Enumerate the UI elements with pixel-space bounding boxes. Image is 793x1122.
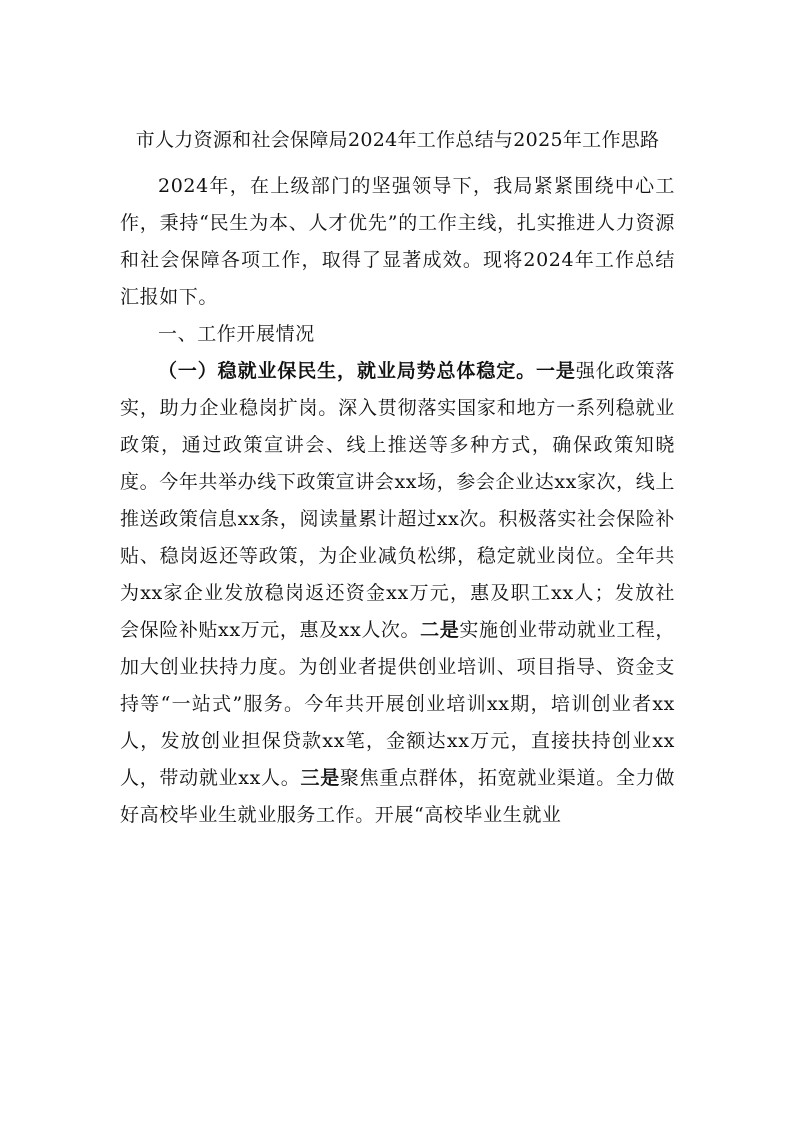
section-1-paragraph [120, 353, 675, 834]
intro-paragraph: 2024年，在上级部门的坚强领导下，我局紧紧围绕中心工作，秉持“民生为本、人才优先”的工作主线，扎实推进人力资源和社会保障各项工作，取得了显著成效。现将2024年工作总结汇报如下。 [120, 175, 675, 308]
point-2-label: 二是 [420, 619, 460, 641]
section-heading: 一、工作开展情况 [158, 323, 315, 345]
document-body [120, 118, 675, 834]
point-3-text: 聚焦重点群体，拓宽就业渠道。全力做好高校毕业生就业服务工作。开展“高校毕业生就业 [120, 767, 675, 826]
point-1-label: 一是 [536, 360, 576, 382]
point-1-text: 强化政策落实，助力企业稳岗扩岗。深入贯彻落实国家和地方一系列稳就业政策，通过政策宣讲会、线上推送等多种方式，确保政策知晓度。今年共举办线下政策宣讲会xx场，参会企业达xx家次，线上推送政策信息xx条，阅读量累计超过xx次。积极落实社会保险补贴、稳岗返还等政策，为企业减负松绑，稳定就业岗位。全年共为xx家企业发放稳岗返还资金xx万元，惠及职工xx人；发放社会保险补贴xx万元，惠及xx人次。 [120, 360, 675, 641]
subsection-heading: （一）稳就业保民生，就业局势总体稳定。 [158, 360, 537, 382]
document-title: 市人力资源和社会保障局2024年工作总结与2025年工作思路 [135, 129, 660, 151]
point-3-label: 三是 [300, 767, 340, 789]
point-2-text: 实施创业带动就业工程，加大创业扶持力度。为创业者提供创业培训、项目指导、资金支持等“一站式”服务。今年共开展创业培训xx期，培训创业者xx人，发放创业担保贷款xx笔，金额达xx万元，直接扶持创业xx人，带动就业xx人。 [120, 619, 676, 789]
